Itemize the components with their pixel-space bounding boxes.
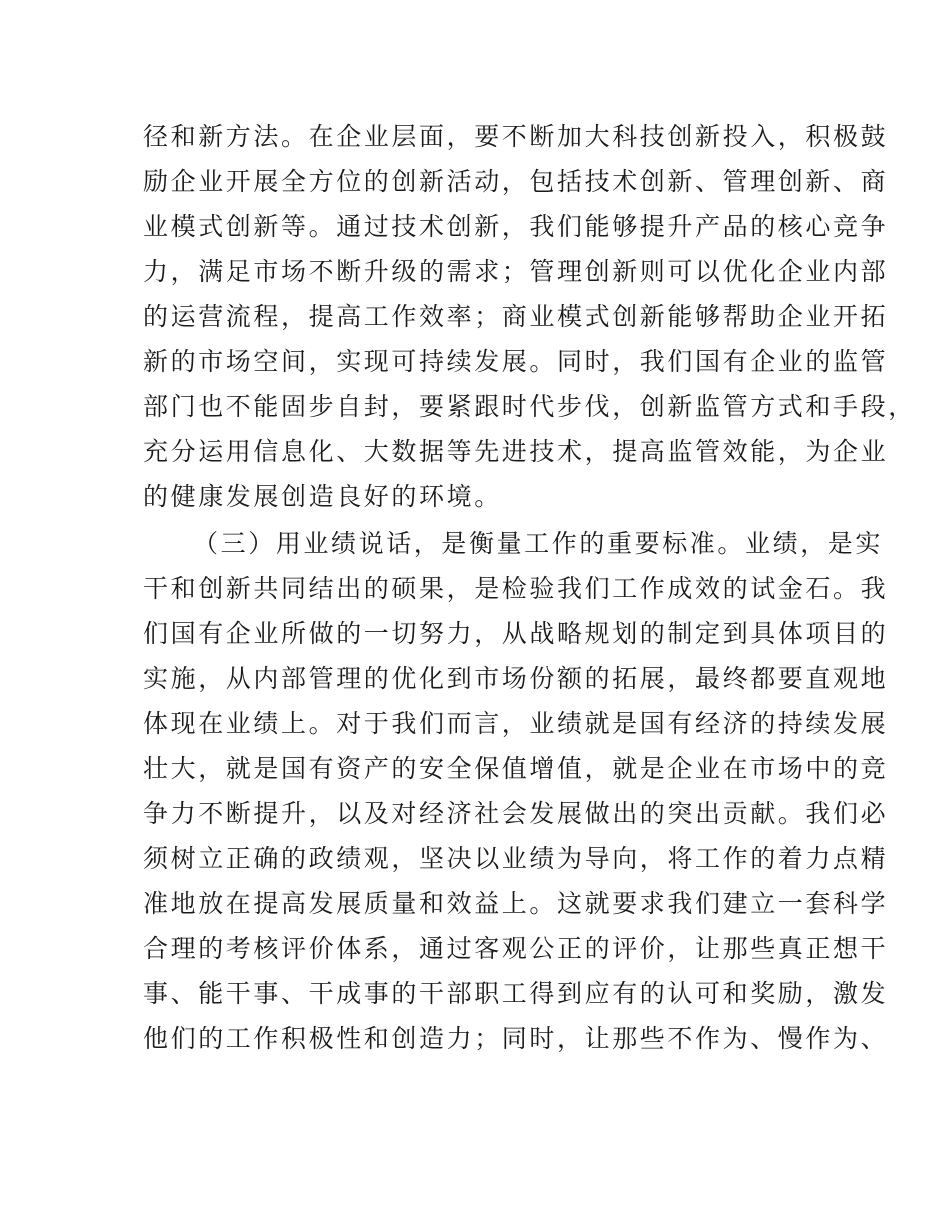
paragraph-2-line-12: 他们的工作积极性和创造力；同时，让那些不作为、慢作为、 [143,1024,889,1053]
paragraph-1-line-2: 励企业开展全方位的创新活动，包括技术创新、管理创新、商 [143,167,889,196]
paragraph-2-line-4: 实施，从内部管理的优化到市场份额的拓展，最终都要直观地 [143,664,889,693]
paragraph-2-line-5: 体现在业绩上。对于我们而言，业绩就是国有经济的持续发展 [143,709,889,738]
paragraph-2-line-10: 合理的考核评价体系，通过客观公正的评价，让那些真正想干 [143,934,889,963]
paragraph-2-line-7: 争力不断提升，以及对经济社会发展做出的突出贡献。我们必 [143,799,889,828]
paragraph-2-line-6: 壮大，就是国有资产的安全保值增值，就是企业在市场中的竞 [143,754,889,783]
paragraph-1-line-6: 新的市场空间，实现可持续发展。同时，我们国有企业的监管 [143,347,889,376]
paragraph-1-line-1: 径和新方法。在企业层面，要不断加大科技创新投入，积极鼓 [143,122,889,151]
paragraph-2-line-1: （三）用业绩说话，是衡量工作的重要标准。业绩，是实 [193,529,884,558]
paragraph-1-line-7: 部门也不能固步自封，要紧跟时代步伐，创新监管方式和手段， [143,392,916,421]
paragraph-1-line-9: 的健康发展创造良好的环境。 [143,482,502,511]
paragraph-1-line-4: 力，满足市场不断升级的需求；管理创新则可以优化企业内部 [143,257,889,286]
paragraph-2-line-2: 干和创新共同结出的硕果，是检验我们工作成效的试金石。我 [143,574,889,603]
paragraph-1-line-8: 充分运用信息化、大数据等先进技术，提高监管效能，为企业 [143,437,889,466]
paragraph-1-line-5: 的运营流程，提高工作效率；商业模式创新能够帮助企业开拓 [143,302,889,331]
paragraph-1-line-3: 业模式创新等。通过技术创新，我们能够提升产品的核心竞争 [143,212,889,241]
paragraph-2-line-9: 准地放在提高发展质量和效益上。这就要求我们建立一套科学 [143,889,889,918]
paragraph-2-line-8: 须树立正确的政绩观，坚决以业绩为导向，将工作的着力点精 [143,844,889,873]
paragraph-2-line-11: 事、能干事、干成事的干部职工得到应有的认可和奖励，激发 [143,979,889,1008]
paragraph-2-line-3: 们国有企业所做的一切努力，从战略规划的制定到具体项目的 [143,619,889,648]
